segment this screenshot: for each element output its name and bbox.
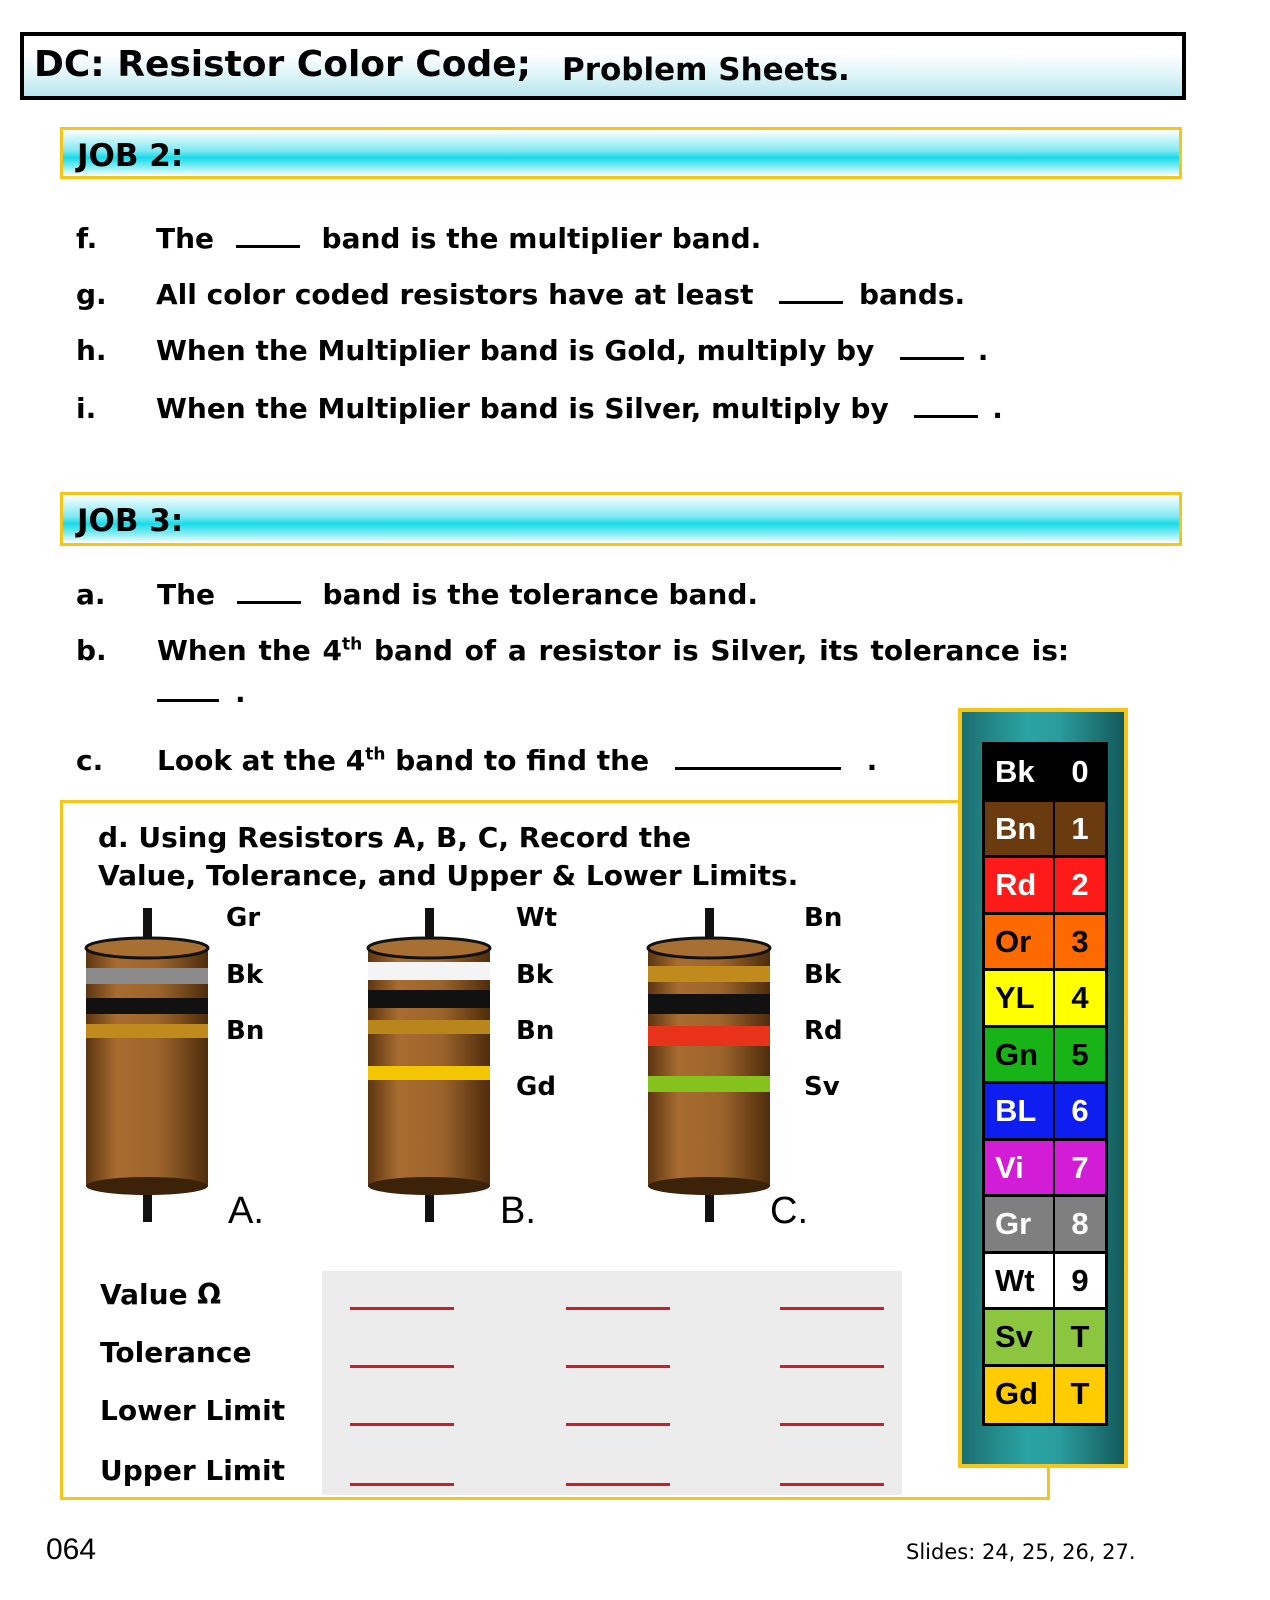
color-code-abbr: Gd (985, 1367, 1055, 1424)
question-c (157, 744, 877, 777)
answer-tolerance-b[interactable] (566, 1365, 670, 1368)
answer-lower-limit-c[interactable] (780, 1423, 884, 1426)
question-c-text-before: Look at the 4 (157, 744, 366, 777)
color-code-value: 7 (1071, 1149, 1089, 1185)
question-d-line2: Value, Tolerance, and Upper & Lower Limits. (98, 859, 799, 892)
answer-upper-limit-b[interactable] (566, 1483, 670, 1486)
question-g-blank[interactable] (779, 301, 843, 304)
color-code-abbr: Gn (985, 1028, 1055, 1082)
question-b-blank[interactable] (157, 699, 219, 702)
answer-tolerance-c[interactable] (780, 1365, 884, 1368)
resistor-a-letter: A. (228, 1190, 264, 1232)
resistor-a-band-2 (86, 998, 208, 1014)
question-i-blank[interactable] (914, 415, 978, 418)
job3-heading-bar (60, 492, 1182, 546)
resistor-b-body-bottom (368, 1177, 490, 1195)
color-code-abbr: Gr (985, 1197, 1055, 1251)
color-code-row (985, 745, 1105, 802)
question-b-letter: b. (76, 634, 107, 667)
resistor-a-band-3-label: Bn (226, 1016, 265, 1046)
color-code-abbr: Sv (985, 1310, 1055, 1364)
question-b-text-before: When the 4 (157, 634, 343, 667)
question-g-text-after: bands. (858, 278, 966, 311)
question-b-end: . (235, 676, 246, 709)
color-code-panel (958, 708, 1128, 1468)
color-code-row (985, 1141, 1105, 1198)
resistor-c-band-4 (648, 1076, 770, 1092)
resistor-a-band-3 (86, 1024, 208, 1038)
color-code-value: 1 (1071, 810, 1089, 846)
resistor-c-band-3-label: Rd (804, 1016, 843, 1046)
question-f-letter: f. (76, 222, 98, 255)
resistor-c-body (648, 948, 770, 1186)
question-b-text-after: band of a resistor is Silver, its tolerance is: (374, 634, 1070, 667)
question-f-blank[interactable] (236, 245, 300, 248)
color-code-value: 5 (1071, 1036, 1089, 1072)
question-h (156, 334, 988, 367)
answer-tolerance-a[interactable] (350, 1365, 454, 1368)
color-code-row (985, 1197, 1105, 1254)
color-code-row (985, 1084, 1105, 1141)
resistor-c-band-1-label: Bn (804, 903, 843, 933)
color-code-row (985, 858, 1105, 915)
color-code-table (982, 742, 1108, 1426)
question-g-text-before: All color coded resistors have at least (156, 278, 754, 311)
color-code-value: 0 (1071, 754, 1089, 789)
color-code-value: T (1070, 1319, 1090, 1354)
resistor-c-band-2-label: Bk (804, 960, 842, 990)
color-code-abbr: Vi (985, 1141, 1055, 1195)
resistor-b-band-1 (368, 962, 490, 980)
answer-value-a[interactable] (350, 1307, 454, 1310)
job3-heading: JOB 3: (77, 503, 184, 539)
color-code-abbr: Bn (985, 802, 1055, 856)
resistor-b-band-3 (368, 1020, 490, 1034)
color-code-value: 9 (1071, 1262, 1089, 1298)
question-i-letter: i. (76, 392, 97, 425)
question-g-letter: g. (76, 278, 107, 311)
question-i-text-before: When the Multiplier band is Silver, multiply by (156, 392, 889, 425)
question-a-blank[interactable] (237, 601, 301, 604)
color-code-value: T (1070, 1375, 1090, 1411)
question-h-blank[interactable] (900, 357, 964, 360)
resistor-b-band-4 (368, 1066, 490, 1080)
job2-heading-bar (60, 127, 1182, 179)
question-b-answer-line (157, 676, 246, 709)
resistor-a-band-1 (86, 968, 208, 984)
resistor-b-cap (368, 938, 490, 958)
question-h-letter: h. (76, 334, 107, 367)
color-code-abbr: Wt (985, 1254, 1055, 1308)
color-code-value: 8 (1071, 1206, 1089, 1241)
slides-reference: Slides: 24, 25, 26, 27. (906, 1540, 1136, 1564)
color-code-value: 6 (1071, 1093, 1089, 1128)
color-code-row (985, 1310, 1105, 1367)
resistor-b (360, 908, 500, 1228)
resistor-a-body-bottom (86, 1177, 208, 1195)
resistor-b-band-3-label: Bn (516, 1016, 555, 1046)
resistor-c-body-bottom (648, 1177, 770, 1195)
question-i-text-after: . (992, 392, 1003, 425)
question-a-text-before: The (157, 578, 216, 611)
resistor-c-band-4-label: Sv (804, 1072, 840, 1102)
question-g (156, 278, 965, 311)
question-h-text-after: . (977, 334, 989, 367)
question-i (156, 392, 1003, 425)
row-label-tolerance: Tolerance (100, 1336, 252, 1369)
color-code-abbr: YL (985, 971, 1055, 1025)
resistor-a-cap (86, 938, 208, 958)
question-c-blank[interactable] (675, 767, 841, 770)
question-c-end: . (866, 744, 878, 777)
color-code-value: 2 (1071, 867, 1089, 902)
color-code-abbr: Or (985, 915, 1055, 969)
answer-value-c[interactable] (780, 1307, 884, 1310)
page-subtitle: Problem Sheets. (562, 52, 850, 88)
answer-area (322, 1271, 902, 1495)
resistor-c (640, 908, 780, 1228)
question-f (156, 222, 761, 255)
color-code-row (985, 1254, 1105, 1311)
page-number: 064 (46, 1533, 97, 1566)
page-title: DC: Resistor Color Code; (34, 44, 532, 85)
answer-lower-limit-a[interactable] (350, 1423, 454, 1426)
question-d-line1: d. Using Resistors A, B, C, Record the (98, 821, 692, 854)
question-a (157, 578, 758, 611)
question-b (157, 634, 1069, 667)
resistor-b-band-4-label: Gd (516, 1072, 556, 1102)
question-c-text-after: band to find the (395, 744, 650, 777)
answer-upper-limit-c[interactable] (780, 1483, 884, 1486)
resistor-b-band-1-label: Wt (516, 903, 558, 933)
row-label-value: Value Ω (100, 1278, 222, 1311)
question-c-letter: c. (76, 744, 104, 777)
color-code-row (985, 1367, 1105, 1424)
resistor-a-band-2-label: Bk (226, 960, 264, 990)
color-code-row (985, 1028, 1105, 1085)
question-c-superscript: th (365, 744, 386, 765)
answer-lower-limit-b[interactable] (566, 1423, 670, 1426)
question-f-text-after: band is the multiplier band. (321, 222, 762, 255)
resistor-a-band-1-label: Gr (226, 903, 261, 933)
question-h-text-before: When the Multiplier band is Gold, multiply by (156, 334, 875, 367)
color-code-abbr: BL (985, 1084, 1055, 1138)
job2-heading: JOB 2: (77, 138, 184, 174)
resistor-a (78, 908, 218, 1228)
answer-upper-limit-a[interactable] (350, 1483, 454, 1486)
resistor-c-band-2 (648, 994, 770, 1014)
color-code-value: 4 (1071, 980, 1089, 1015)
resistor-b-letter: B. (500, 1190, 536, 1232)
color-code-abbr: Rd (985, 858, 1055, 912)
row-label-upper-limit: Upper Limit (100, 1454, 285, 1487)
resistor-c-cap (648, 938, 770, 958)
color-code-row (985, 802, 1105, 859)
resistor-c-band-3 (648, 1026, 770, 1046)
resistor-c-band-1 (648, 966, 770, 982)
answer-value-b[interactable] (566, 1307, 670, 1310)
color-code-row (985, 915, 1105, 972)
question-b-superscript: th (342, 634, 363, 655)
color-code-row (985, 971, 1105, 1028)
question-a-letter: a. (76, 578, 106, 611)
color-code-abbr: Bk (985, 745, 1055, 799)
resistor-b-band-2 (368, 990, 490, 1008)
resistor-c-letter: C. (770, 1190, 808, 1232)
question-f-text-before: The (156, 222, 215, 255)
row-label-lower-limit: Lower Limit (100, 1394, 286, 1427)
color-code-value: 3 (1071, 923, 1089, 959)
question-a-text-after: band is the tolerance band. (322, 578, 758, 611)
resistor-b-band-2-label: Bk (516, 960, 554, 990)
